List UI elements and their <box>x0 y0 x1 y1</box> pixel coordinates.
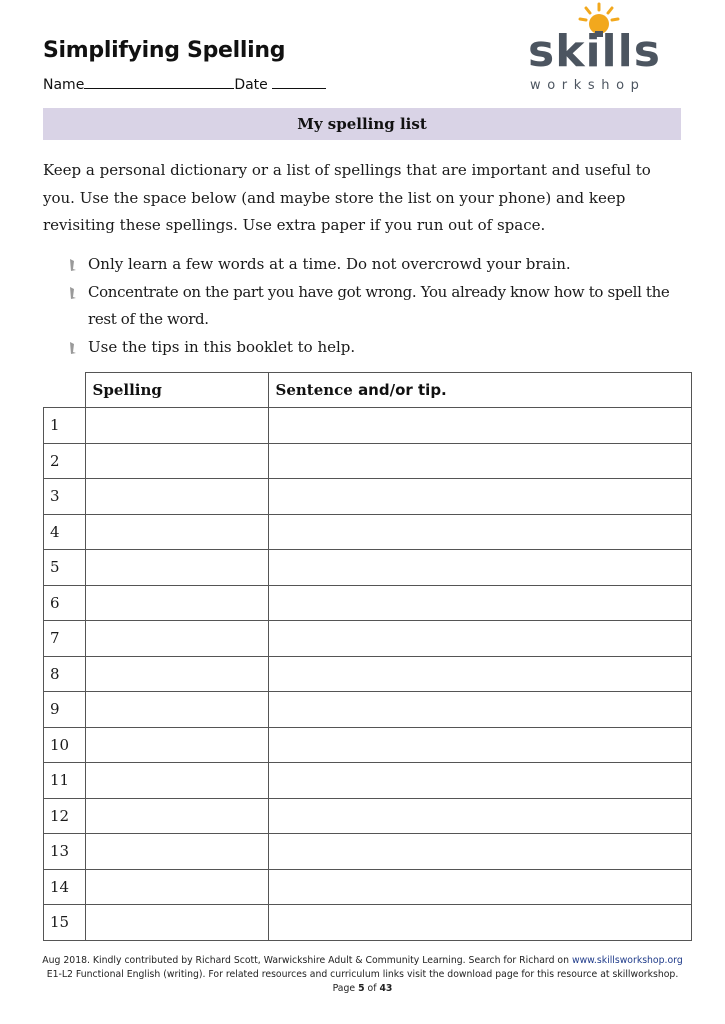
spelling-table <box>43 372 692 941</box>
spelling-cell[interactable] <box>85 443 268 479</box>
row-number: 5 <box>44 550 86 586</box>
row-number: 2 <box>44 443 86 479</box>
tips-list <box>66 251 686 361</box>
spelling-cell[interactable] <box>85 905 268 941</box>
row-number: 1 <box>44 408 86 444</box>
spelling-column-header: Spelling <box>85 373 268 408</box>
tip-header-suffix: and/or tip. <box>358 381 447 399</box>
tip-cell[interactable] <box>268 585 691 621</box>
spelling-cell[interactable] <box>85 869 268 905</box>
table-row <box>44 763 692 799</box>
row-number: 6 <box>44 585 86 621</box>
tip-cell[interactable] <box>268 869 691 905</box>
date-blank <box>272 74 326 89</box>
bullet-text: Only learn a few words at a time. Do not overcrowd your brain. <box>88 255 571 273</box>
bullet-icon <box>68 286 78 300</box>
spelling-cell[interactable] <box>85 656 268 692</box>
table-row <box>44 692 692 728</box>
footer-credit: Aug 2018. Kindly contributed by Richard Scott, Warwickshire Adult & Community Learning. Search for Richard on <box>42 955 572 966</box>
date-label: Date <box>234 77 268 93</box>
spelling-cell[interactable] <box>85 834 268 870</box>
spelling-cell[interactable] <box>85 550 268 586</box>
spelling-cell[interactable] <box>85 585 268 621</box>
spelling-cell[interactable] <box>85 479 268 515</box>
bullet-icon <box>68 258 78 272</box>
number-column-header <box>44 373 86 408</box>
tip-cell[interactable] <box>268 479 691 515</box>
footer-link[interactable]: www.skillsworkshop.org <box>571 955 683 966</box>
table-row <box>44 834 692 870</box>
page-number <box>0 982 725 996</box>
page-current: 5 <box>358 983 365 994</box>
skills-workshop-logo <box>526 2 676 94</box>
page-footer <box>0 954 725 996</box>
page-title: Simplifying Spelling <box>43 38 286 63</box>
tip-cell[interactable] <box>268 408 691 444</box>
logo-subtitle: workshop <box>530 78 646 93</box>
table-header-row <box>44 373 692 408</box>
row-number: 4 <box>44 514 86 550</box>
page-of: of <box>364 983 380 994</box>
logo-wordmark: skills <box>528 26 661 77</box>
row-number: 11 <box>44 763 86 799</box>
row-number: 9 <box>44 692 86 728</box>
tip-cell[interactable] <box>268 798 691 834</box>
tip-cell[interactable] <box>268 763 691 799</box>
tip-cell[interactable] <box>268 550 691 586</box>
footer-line-2: E1-L2 Functional English (writing). For related resources and curriculum links visit the download page for this resource at skillworkshop. <box>46 969 679 980</box>
table-row <box>44 585 692 621</box>
footer-line-1 <box>0 954 725 968</box>
table-row <box>44 408 692 444</box>
table-row <box>44 656 692 692</box>
table-row <box>44 514 692 550</box>
list-item <box>66 279 686 334</box>
tip-cell[interactable] <box>268 656 691 692</box>
tip-cell[interactable] <box>268 514 691 550</box>
tip-cell[interactable] <box>268 727 691 763</box>
spelling-cell[interactable] <box>85 727 268 763</box>
row-number: 3 <box>44 479 86 515</box>
row-number: 8 <box>44 656 86 692</box>
name-label: Name <box>43 77 85 93</box>
bullet-text: Use the tips in this booklet to help. <box>88 337 356 356</box>
tip-header-prefix: Sentence <box>275 381 359 399</box>
spelling-cell[interactable] <box>85 798 268 834</box>
spelling-cell[interactable] <box>85 408 268 444</box>
spelling-cell[interactable] <box>85 763 268 799</box>
table-row <box>44 479 692 515</box>
row-number: 15 <box>44 905 86 941</box>
bullet-icon <box>68 341 78 355</box>
table-row <box>44 443 692 479</box>
row-number: 10 <box>44 727 86 763</box>
spelling-cell[interactable] <box>85 514 268 550</box>
name-date-line <box>43 74 326 93</box>
row-number: 12 <box>44 798 86 834</box>
table-row <box>44 798 692 834</box>
page-prefix: Page <box>332 983 359 994</box>
tip-cell[interactable] <box>268 905 691 941</box>
page-total: 43 <box>379 983 393 994</box>
row-number: 14 <box>44 869 86 905</box>
row-number: 7 <box>44 621 86 657</box>
tip-cell[interactable] <box>268 443 691 479</box>
tip-column-header <box>268 373 691 408</box>
table-row <box>44 621 692 657</box>
tip-cell[interactable] <box>268 621 691 657</box>
list-item <box>66 334 686 362</box>
name-blank <box>84 74 234 89</box>
row-number: 13 <box>44 834 86 870</box>
table-row <box>44 727 692 763</box>
tip-cell[interactable] <box>268 692 691 728</box>
intro-paragraph: Keep a personal dictionary or a list of spellings that are important and useful to you. Use the space below (and maybe store the list on your phone) and keep revisiting these spellings. Use extra paper if you run out of space. <box>43 161 651 234</box>
spelling-cell[interactable] <box>85 692 268 728</box>
list-item <box>66 251 686 279</box>
table-row <box>44 905 692 941</box>
tip-cell[interactable] <box>268 834 691 870</box>
bullet-text: Concentrate on the part you have got wrong. You already know how to spell the rest of the word. <box>88 282 670 328</box>
spelling-cell[interactable] <box>85 621 268 657</box>
table-row <box>44 550 692 586</box>
section-banner: My spelling list <box>43 108 681 140</box>
table-row <box>44 869 692 905</box>
